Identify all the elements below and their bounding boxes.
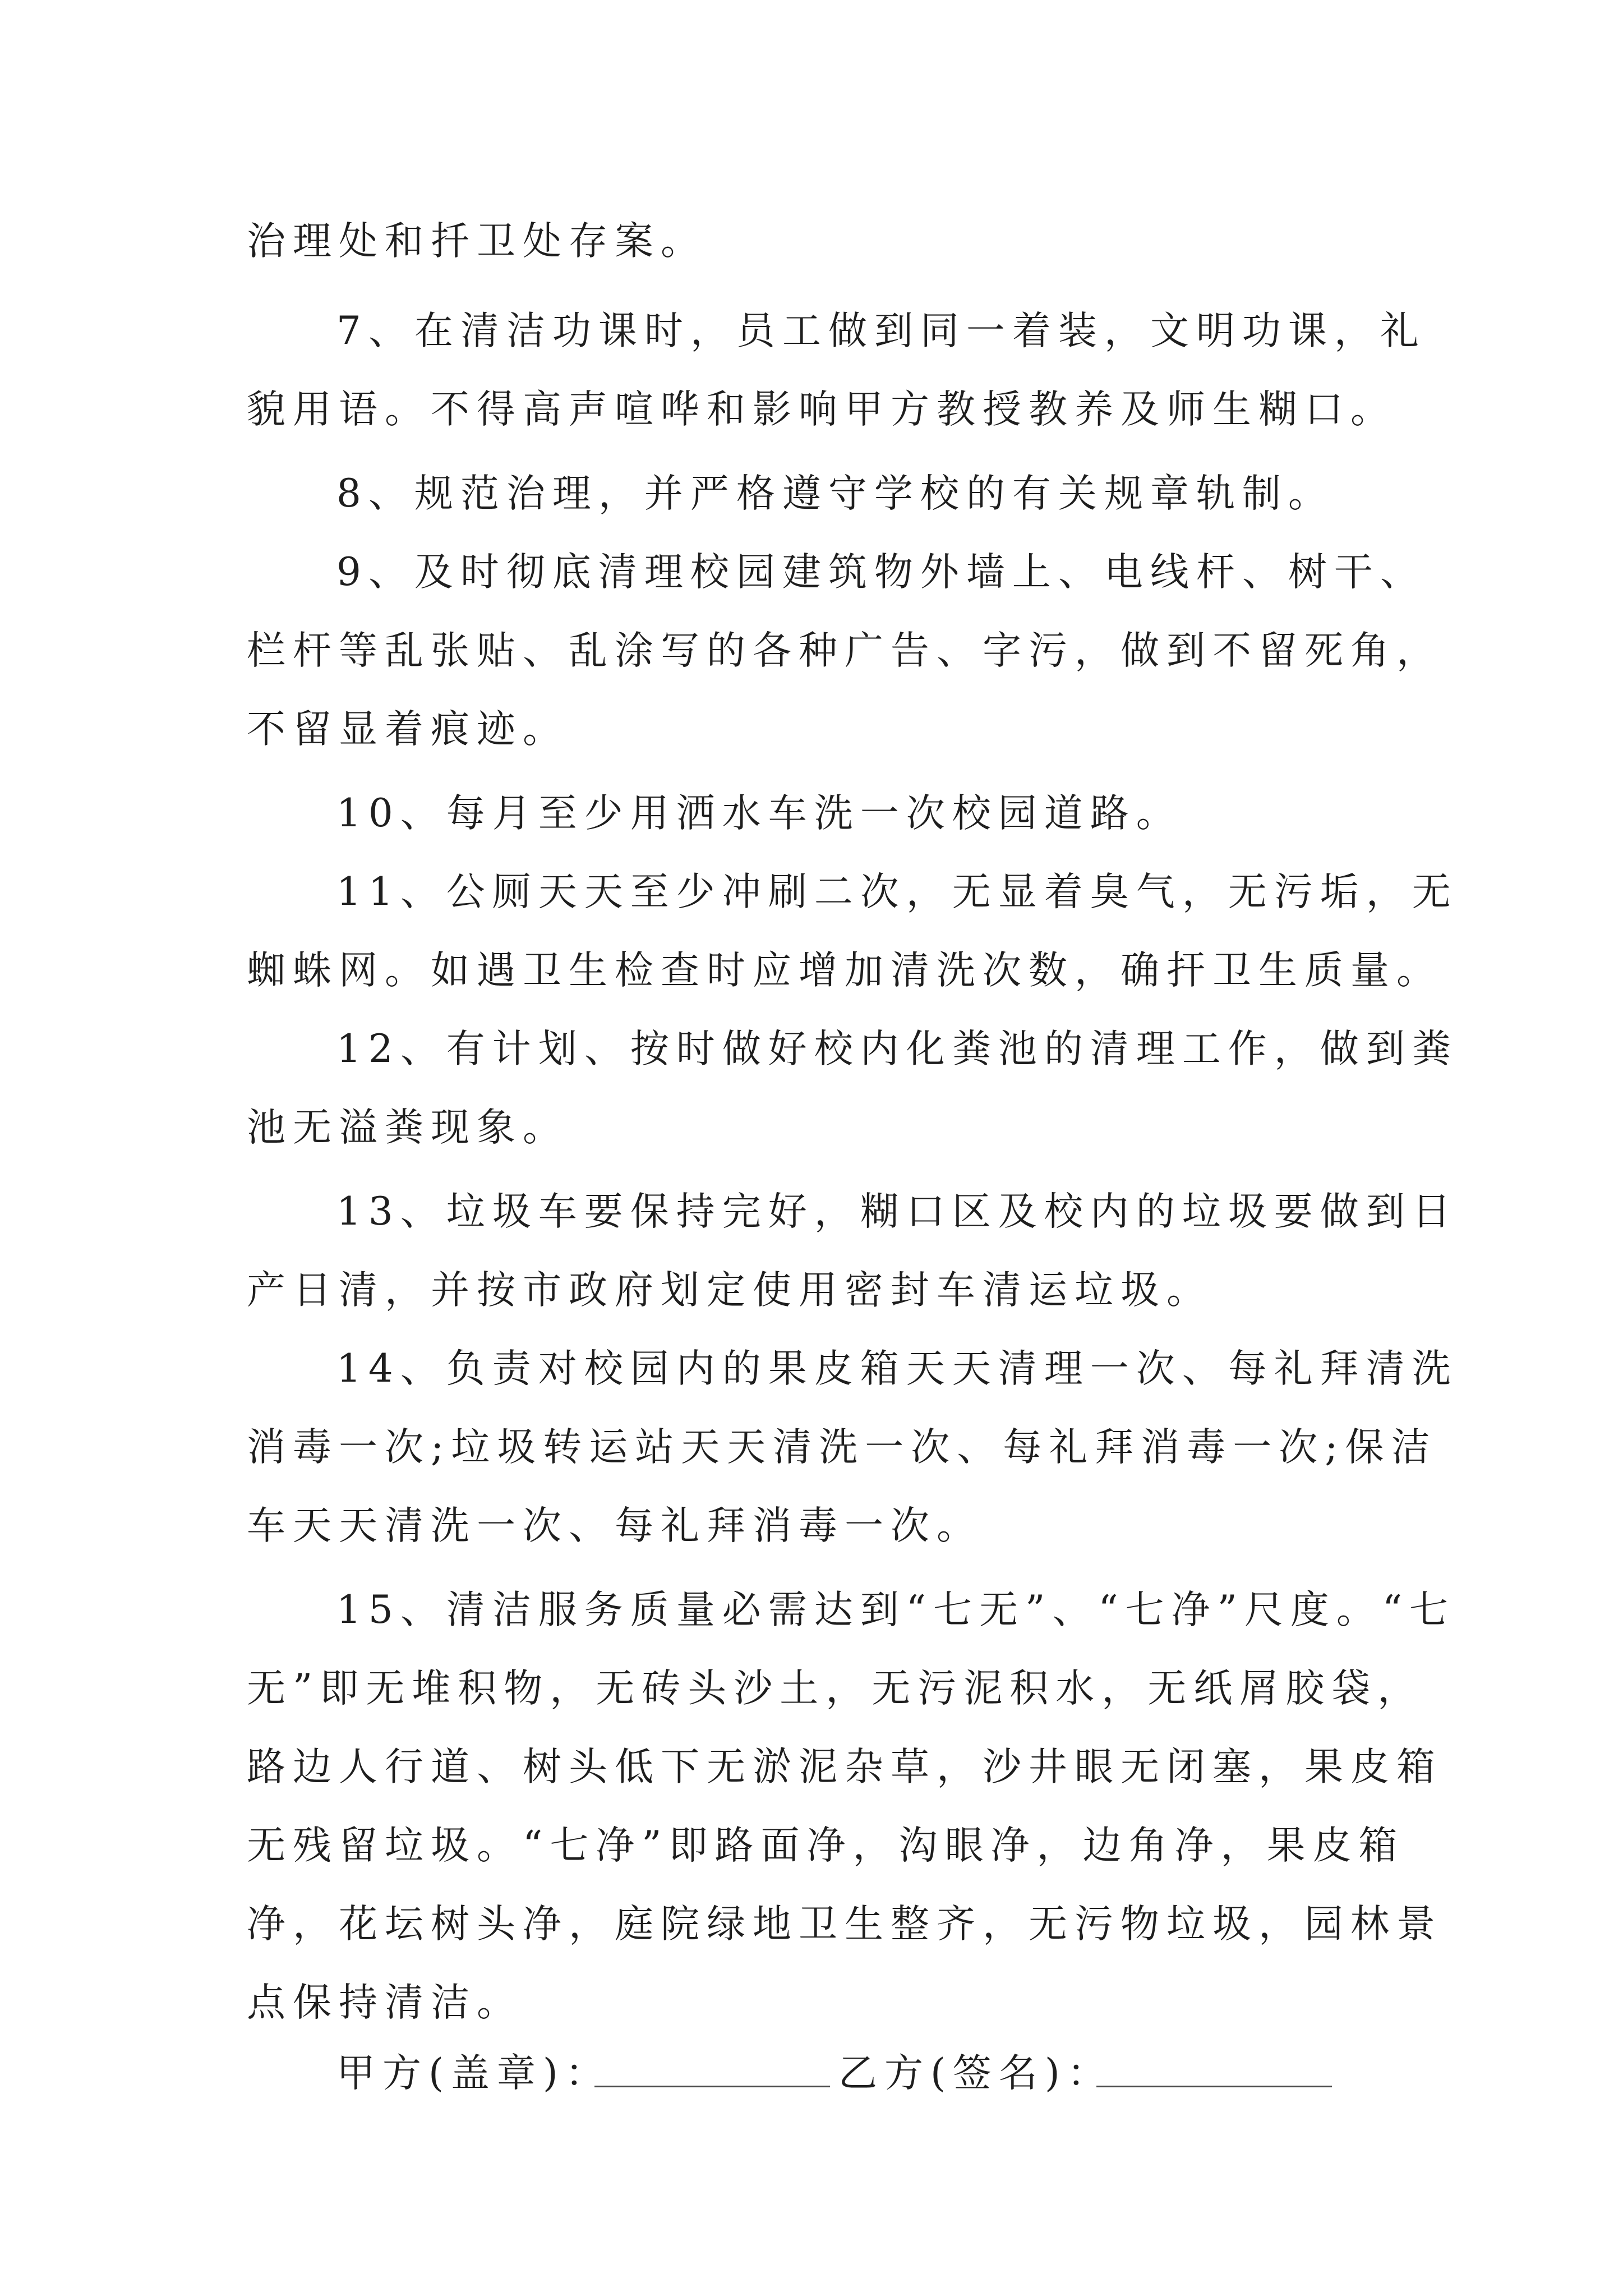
paragraph-line: 消毒一次;垃圾转运站天天清洗一次、每礼拜消毒一次;保洁: [247, 1425, 1437, 1470]
paragraph-line: 无残留垃圾。“七净”即路面净，沟眼净，边角净，果皮箱: [247, 1823, 1405, 1868]
paragraph-line: 池无溢粪现象。: [247, 1105, 569, 1150]
paragraph-line: 7、在清洁功课时，员工做到同一着装，文明功课，礼: [336, 309, 1426, 353]
party-a-label: 甲方(盖章)：: [336, 2051, 611, 2096]
paragraph-line: 貌用语。不得高声喧哗和影响甲方教授教养及师生糊口。: [247, 387, 1396, 432]
paragraph-line: 不留显着痕迹。: [247, 707, 569, 752]
paragraph-line: 15、清洁服务质量必需达到“七无”、“七净”尺度。“七: [336, 1588, 1456, 1632]
paragraph-line: 路边人行道、树头低下无淤泥杂草，沙井眼无闭塞，果皮箱: [247, 1745, 1442, 1789]
paragraph-line: 车天天清洗一次、每礼拜消毒一次。: [247, 1503, 983, 1548]
paragraph-line: 11、公厕天天至少冲刷二次，无显着臭气，无污垢，无: [336, 869, 1458, 914]
paragraph-line: 9、及时彻底清理校园建筑物外墙上、电线杆、树干、: [336, 550, 1426, 595]
paragraph-line: 产日清，并按市政府划定使用密封车清运垃圾。: [247, 1268, 1212, 1313]
paragraph-line: 净，花坛树头净，庭院绿地卫生整齐，无污物垃圾，园林景: [247, 1902, 1442, 1947]
paragraph-line: 8、规范治理，并严格遵守学校的有关规章轨制。: [336, 471, 1334, 516]
paragraph-line: 12、有计划、按时做好校内化粪池的清理工作，做到粪: [336, 1027, 1458, 1071]
paragraph-line: 蜘蛛网。如遇卫生检查时应增加清洗次数，确扞卫生质量。: [247, 948, 1442, 993]
party-a-signature-blank: [594, 2086, 830, 2087]
party-b-signature-blank: [1096, 2086, 1332, 2087]
paragraph-line: 栏杆等乱张贴、乱涂写的各种广告、字污，做到不留死角，: [247, 628, 1442, 673]
paragraph-line: 14、负责对校园内的果皮箱天天清理一次、每礼拜清洗: [336, 1346, 1458, 1391]
paragraph-line: 点保持清洁。: [247, 1980, 523, 2025]
paragraph-line: 无”即无堆积物，无砖头沙土，无污泥积水，无纸屑胶袋，: [247, 1666, 1424, 1711]
paragraph-line: 13、垃圾车要保持完好，糊口区及校内的垃圾要做到日: [336, 1189, 1458, 1234]
paragraph-line: 治理处和扦卫处存案。: [247, 219, 707, 264]
paragraph-line: 10、每月至少用洒水车洗一次校园道路。: [336, 791, 1182, 836]
party-b-label: 乙方(签名)：: [838, 2051, 1113, 2096]
